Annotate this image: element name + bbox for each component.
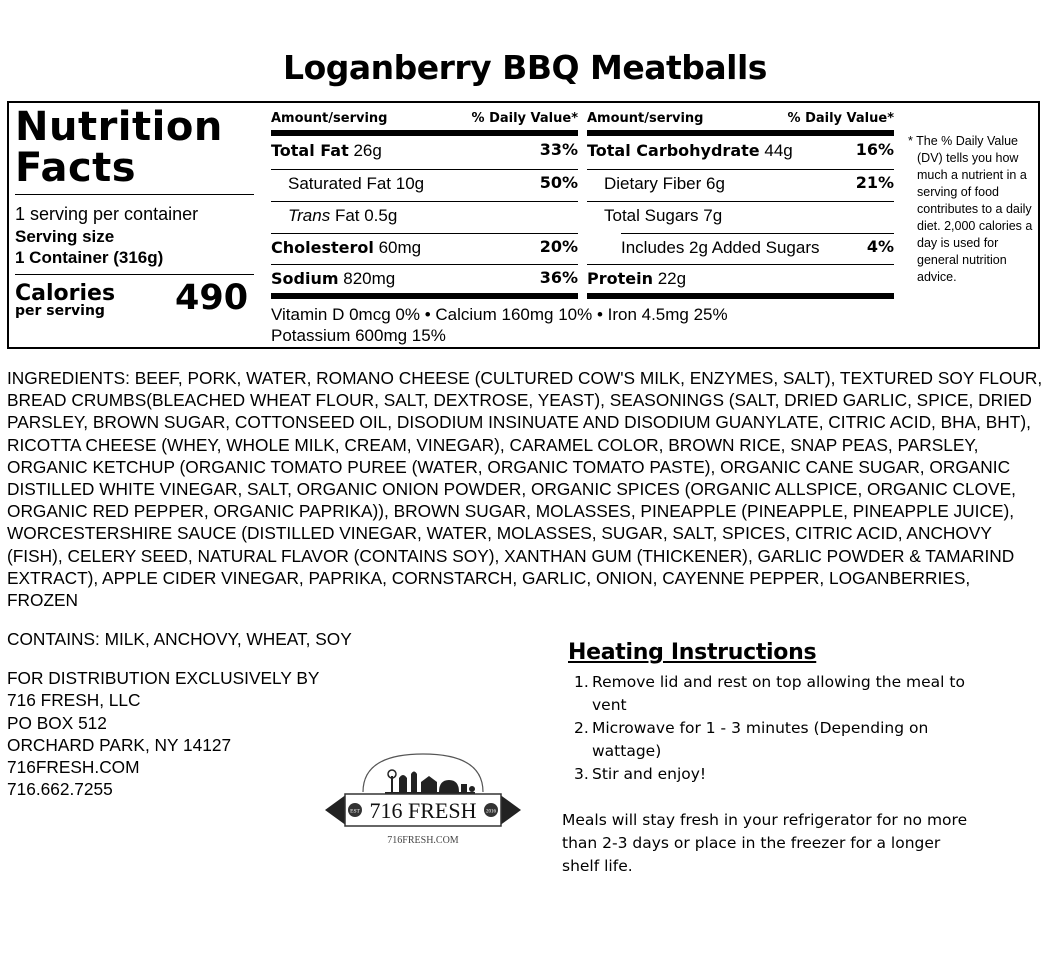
nutrient-row-total-fat: Total Fat 26g 33% [271,140,578,160]
vitamins-minerals [271,304,728,346]
heating-step: 3. Stir and enjoy! [574,765,707,783]
servings-per-container: 1 serving per container [15,204,199,224]
nutrient-row-cholesterol: Cholesterol 60mg 20% [271,237,578,257]
distributor-website: 716FRESH.COM [7,757,140,778]
thick-rule [271,293,578,299]
logo-year: 2016 [486,809,496,815]
ribbon-left-tail [325,794,347,826]
logo-wordmark: 716 FRESH [369,798,477,823]
ingredients-list: INGREDIENTS: BEEF, PORK, WATER, ROMANO CHEESE (CULTURED COW'S MILK, ENZYMES, SALT), TEXTURED SOY FLOUR, BREAD CRUMBS(BLEACHED WHEAT FLOUR, SALT, DEXTROSE, YEAST), SEASONINGS (SALT, DRIED GARLIC, SPICE, DRIED PARSLEY, BROWN SUGAR, COTTONSEED OIL, DISODIUM INSINUATE AND DISODIUM GUANYLATE, CITRIC ACID, BHA, BHT), RICOTTA CHEESE (WHEY, WHOLE MILK, CREAM, VINEGAR), CARAMEL COLOR, BROWN RICE, SNAP PEAS, PARSLEY, ORGANIC KETCHUP (ORGANIC TOMATO PUREE (WATER, ORGANIC TOMATO PASTE), ORGANIC CANE SUGAR, ORGANIC DISTILLED WHITE VINEGAR, SALT, ORGANIC ONION POWDER, ORGANIC SPICES (ORGANIC ALLSPICE, ORGANIC CLOVE, ORGANIC RED PEPPER, ORGANIC PAPRIKA)), BROWN SUGAR, MOLASSES, PINEAPPLE (PINEAPPLE, PINEAPPLE JUICE), WORCESTERSHIRE SAUCE (DISTILLED VINEGAR, WATER, MOLASSES, SUGAR, SALT, SPICES, CITRIC ACID, ANCHOVY (FISH), CELERY SEED, NATURAL FLAVOR (CONTAINS SOY), XANTHAN GUM (THICKENER), GARLIC POWDER & TAMARIND EXTRACT), APPLE CIDER VINEGAR, PAPRIKA, CORNSTARCH, GARLIC, ONION, CAYENNE PEPPER, LOGANBERRIES, FROZEN [7,368,1043,611]
nutrient-row-protein: Protein 22g [587,269,687,288]
thick-rule [271,130,578,136]
farm-silhouette-icon [385,770,475,795]
nutrition-facts-heading [15,104,223,191]
storage-note: Meals will stay fresh in your refrigerator for no more than 2-3 days or place in the freezer for a longer shelf life. [562,811,968,875]
distributor-city: ORCHARD PARK, NY 14127 [7,734,232,755]
heating-instructions-title: Heating Instructions [568,640,817,665]
daily-value-footnote: * The % Daily Value (DV) tells you how much a nutrient in a serving of food contributes to a daily diet. 2,000 calories a day is used for general nutrition advice. [908,134,1033,284]
serving-size-value: 1 Container (316g) [15,248,164,267]
divider [15,274,254,275]
calories-label: Calories [15,281,116,306]
serving-size-label: Serving size [15,227,115,246]
nutrient-row-total-carbohydrate: Total Carbohydrate 44g 16% [587,140,894,160]
vitamins-line-2: Potassium 600mg 15% [271,326,446,345]
amount-header: Amount/serving [271,111,388,126]
nutrient-row-added-sugars: Includes 2g Added Sugars 4% [621,237,894,257]
calories-sub-label: per serving [15,303,105,319]
allergen-statement: CONTAINS: MILK, ANCHOVY, WHEAT, SOY [7,629,352,649]
nutrient-row-dietary-fiber: Dietary Fiber 6g 21% [604,173,894,193]
product-title: Loganberry BBQ Meatballs [283,48,767,87]
calories-value: 490 [175,278,249,318]
vitamins-line-1: Vitamin D 0mcg 0% • Calcium 160mg 10% • Iron 4.5mg 25% [271,305,728,324]
heating-step: 1. Remove lid and rest on top allowing the meal to vent [574,673,965,714]
brand-logo [325,750,521,850]
daily-value-header: % Daily Value* [471,111,578,126]
thick-rule [587,293,894,299]
amount-header: Amount/serving [587,111,704,126]
nutrient-row-saturated-fat: Saturated Fat 10g 50% [288,173,578,193]
nutrient-row-total-sugars: Total Sugars 7g [604,206,723,225]
distributor-info [7,667,319,801]
logo-est: EST [350,808,360,815]
distributor-po-box: PO BOX 512 [7,712,107,733]
logo-graphic [325,750,521,850]
distributor-line: FOR DISTRIBUTION EXCLUSIVELY BY [7,668,320,688]
heading-line-2: Facts [15,145,137,191]
ribbon-right-tail [499,794,521,826]
distributor-phone: 716.662.7255 [7,779,113,800]
heating-steps-list [568,671,978,786]
nutrient-row-trans-fat: Trans Fat 0.5g [288,206,398,225]
thick-rule [587,130,894,136]
nutrition-facts-panel [7,101,1040,349]
distributor-company: 716 FRESH, LLC [7,690,141,711]
daily-value-header: % Daily Value* [787,111,894,126]
heading-line-1: Nutrition [15,104,223,150]
nutrient-row-sodium: Sodium 820mg 36% [271,268,578,288]
heating-step: 2. Microwave for 1 - 3 minutes (Depending on wattage) [574,719,929,760]
divider [15,194,254,195]
logo-url: 716FRESH.COM [387,835,459,846]
